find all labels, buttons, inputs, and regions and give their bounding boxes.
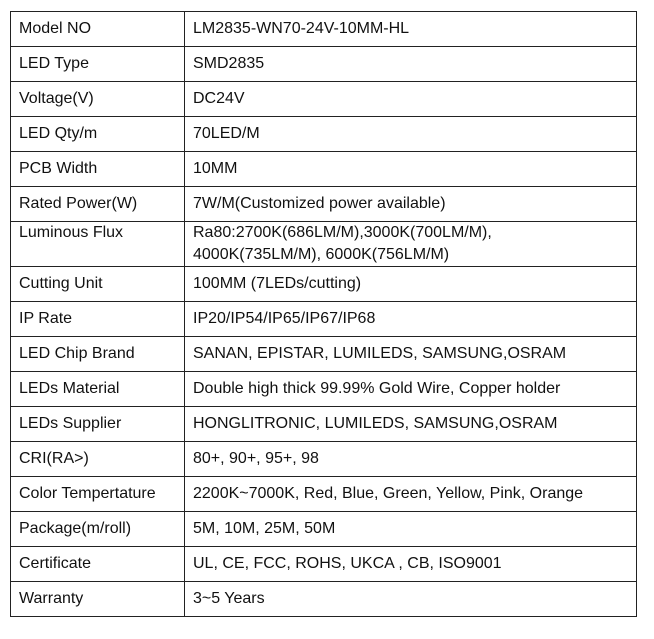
row-value: SMD2835 — [185, 47, 637, 82]
row-value: 10MM — [185, 152, 637, 187]
row-label: LED Type — [11, 47, 185, 82]
table-row — [11, 337, 637, 372]
table-row — [11, 47, 637, 82]
row-value: 3~5 Years — [185, 582, 637, 617]
table-row — [11, 407, 637, 442]
table-row — [11, 442, 637, 477]
row-value: LM2835-WN70-24V-10MM-HL — [185, 12, 637, 47]
row-value: 100MM (7LEDs/cutting) — [185, 267, 637, 302]
table-row — [11, 547, 637, 582]
row-value-line-1: Ra80:2700K(686LM/M),3000K(700LM/M), — [193, 224, 492, 241]
spec-table — [10, 11, 637, 617]
row-label: Rated Power(W) — [11, 187, 185, 222]
row-value: SANAN, EPISTAR, LUMILEDS, SAMSUNG,OSRAM — [185, 337, 637, 372]
table-row — [11, 372, 637, 407]
table-row — [11, 582, 637, 617]
row-label: CRI(RA>) — [11, 442, 185, 477]
row-value: 80+, 90+, 95+, 98 — [185, 442, 637, 477]
row-value: 7W/M(Customized power available) — [185, 187, 637, 222]
row-label: PCB Width — [11, 152, 185, 187]
row-label: Certificate — [11, 547, 185, 582]
row-label: Luminous Flux — [11, 222, 185, 267]
row-label: Voltage(V) — [11, 82, 185, 117]
row-value: Double high thick 99.99% Gold Wire, Copper holder — [185, 372, 637, 407]
row-label: IP Rate — [11, 302, 185, 337]
row-value-line-2: 4000K(735LM/M), 6000K(756LM/M) — [193, 246, 450, 263]
row-label: LEDs Supplier — [11, 407, 185, 442]
row-label: LEDs Material — [11, 372, 185, 407]
row-label: Color Tempertature — [11, 477, 185, 512]
row-label: Model NO — [11, 12, 185, 47]
row-label: LED Qty/m — [11, 117, 185, 152]
table-row — [11, 267, 637, 302]
table-row — [11, 302, 637, 337]
row-label: Warranty — [11, 582, 185, 617]
table-row — [11, 222, 637, 267]
table-row — [11, 82, 637, 117]
row-label: LED Chip Brand — [11, 337, 185, 372]
row-label: Cutting Unit — [11, 267, 185, 302]
row-value: 70LED/M — [185, 117, 637, 152]
row-label: Package(m/roll) — [11, 512, 185, 547]
row-value — [185, 222, 637, 267]
table-row — [11, 152, 637, 187]
row-value: HONGLITRONIC, LUMILEDS, SAMSUNG,OSRAM — [185, 407, 637, 442]
row-value: DC24V — [185, 82, 637, 117]
table-row — [11, 187, 637, 222]
row-value: 5M, 10M, 25M, 50M — [185, 512, 637, 547]
table-row — [11, 12, 637, 47]
table-row — [11, 477, 637, 512]
row-value: IP20/IP54/IP65/IP67/IP68 — [185, 302, 637, 337]
row-value: UL, CE, FCC, ROHS, UKCA , CB, ISO9001 — [185, 547, 637, 582]
row-value: 2200K~7000K, Red, Blue, Green, Yellow, Pink, Orange — [185, 477, 637, 512]
table-row — [11, 512, 637, 547]
table-row — [11, 117, 637, 152]
